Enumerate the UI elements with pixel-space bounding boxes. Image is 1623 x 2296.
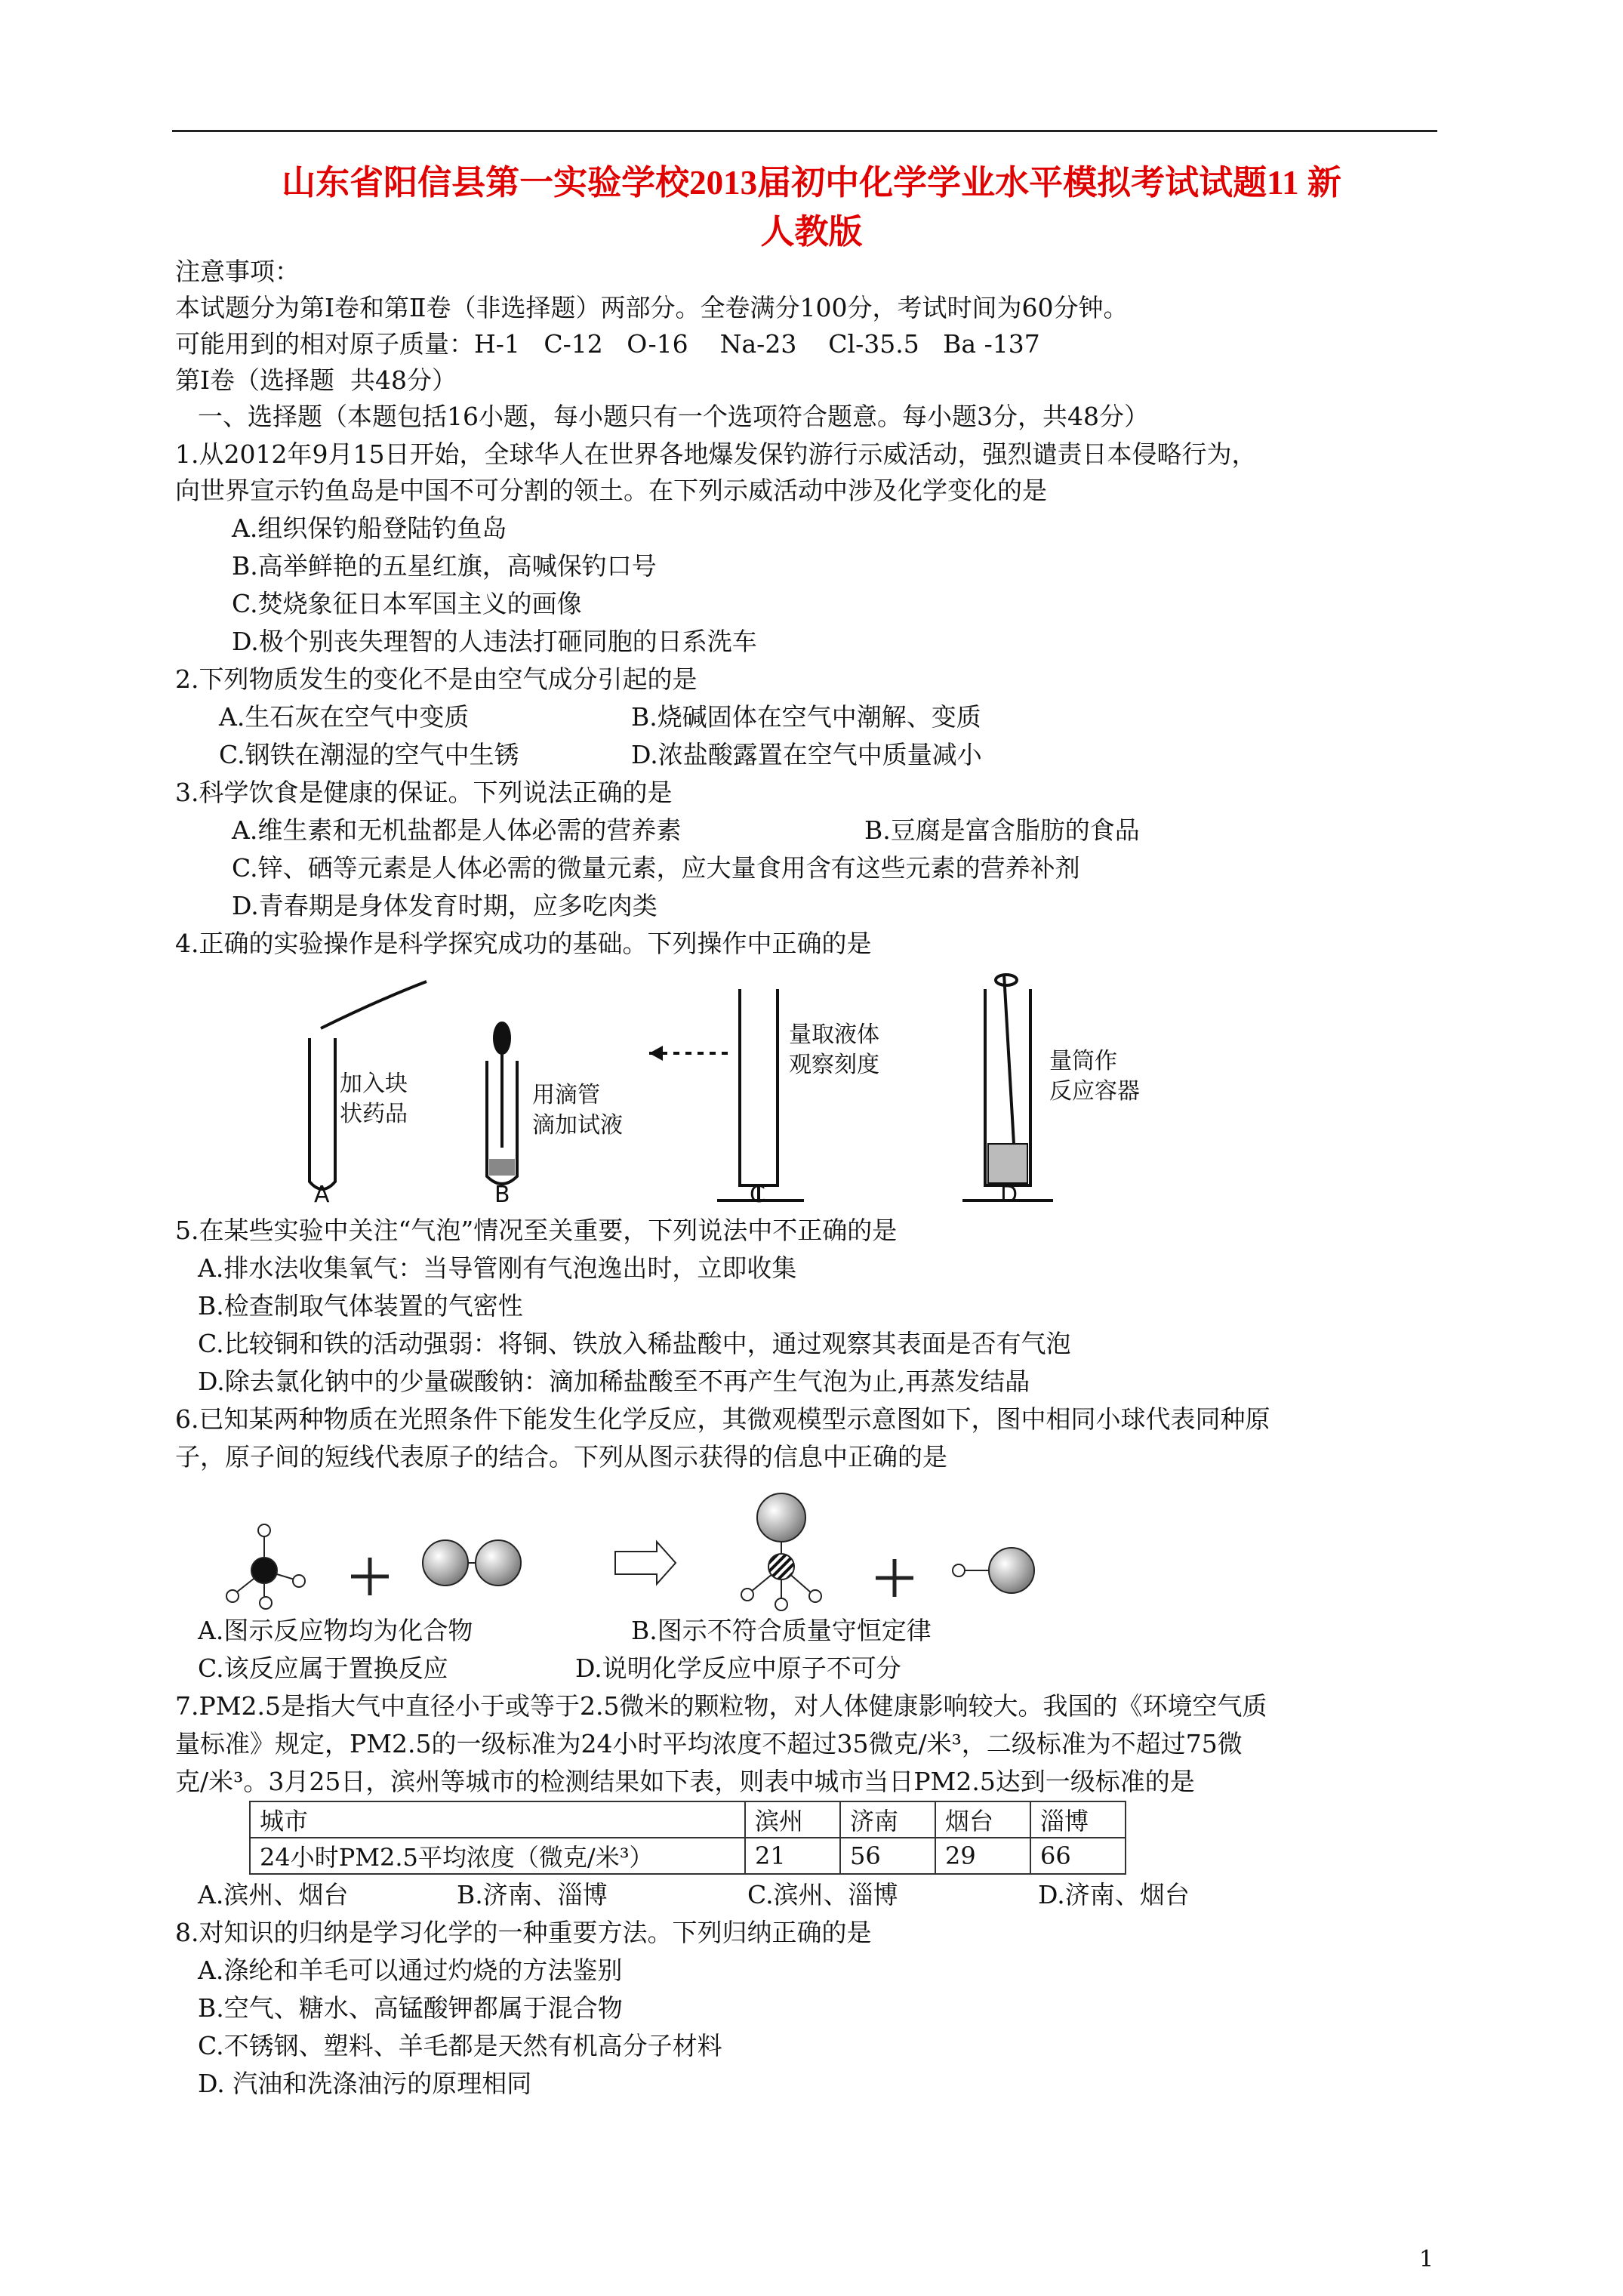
q5-option-d: D.除去氯化钠中的少量碳酸钠：滴加稀盐酸至不再产生气泡为止,再蒸发结晶 xyxy=(198,1367,1030,1396)
fig-c-label-2: 观察刻度 xyxy=(789,1052,879,1078)
q5-option-c: C.比较铜和铁的活动强弱：将铜、铁放入稀盐酸中，通过观察其表面是否有气泡 xyxy=(198,1329,1071,1358)
q1-option-c: C.焚烧象征日本军国主义的画像 xyxy=(232,589,582,618)
fig-a-label: 加入块 xyxy=(340,1071,408,1097)
q6-option-b: B.图示不符合质量守恒定律 xyxy=(631,1616,932,1645)
q7-stem-continued-2: 克/米³。3月25日，滨州等城市的检测结果如下表，则表中城市当日PM2.5达到一级标准的是 xyxy=(175,1767,1195,1796)
table-header-cell: 济南 xyxy=(840,1801,935,1838)
fig-b-label: 用滴管 xyxy=(532,1082,600,1108)
table-cell: 21 xyxy=(745,1838,840,1874)
q3-option-a: A.维生素和无机盐都是人体必需的营养素 xyxy=(232,815,682,845)
q5-option-b: B.检查制取气体装置的气密性 xyxy=(198,1291,523,1321)
notice-text-2: 可能用到的相对原子质量：H-1 C-12 O-16 Na-23 Cl-35.5 Ba -137 xyxy=(175,329,1040,359)
q8-option-c: C.不锈钢、塑料、羊毛都是天然有机高分子材料 xyxy=(198,2031,722,2060)
q2-stem: 2.下列物质发生的变化不是由空气成分引起的是 xyxy=(175,664,698,694)
table-header-row xyxy=(250,1801,1126,1838)
q3-option-b: B.豆腐是富含脂肪的食品 xyxy=(864,815,1140,845)
section-heading: 一、选择题（本题包括16小题，每小题只有一个选项符合题意。每小题3分，共48分） xyxy=(198,402,1149,431)
q6-option-d: D.说明化学反应中原子不可分 xyxy=(575,1653,901,1683)
pm25-table xyxy=(249,1801,1126,1875)
fig-c-label: 量取液体 xyxy=(789,1022,879,1048)
header-rule xyxy=(172,130,1437,132)
table-cell: 24小时PM2.5平均浓度（微克/米³） xyxy=(250,1838,745,1874)
q7-option-d: D.济南、烟台 xyxy=(1038,1880,1190,1909)
q6-stem: 6.已知某两种物质在光照条件下能发生化学反应，其微观模型示意图如下，图中相同小球代表同种原 xyxy=(175,1404,1270,1434)
page-title: 山东省阳信县第一实验学校2013届初中化学学业水平模拟考试试题11 新 xyxy=(282,164,1341,202)
q7-option-b: B.济南、淄博 xyxy=(457,1880,608,1909)
q7-stem: 7.PM2.5是指大气中直径小于或等于2.5微米的颗粒物，对人体健康影响较大。我国的《环境空气质 xyxy=(175,1691,1267,1721)
table-header-cell: 滨州 xyxy=(745,1801,840,1838)
table-cell: 66 xyxy=(1030,1838,1126,1874)
q3-option-c: C.锌、硒等元素是人体必需的微量元素，应大量食用含有这些元素的营养补剂 xyxy=(232,853,1080,883)
q7-stem-continued: 量标准》规定，PM2.5的一级标准为24小时平均浓度不超过35微克/米³，二级标准为不超过75微 xyxy=(175,1729,1243,1758)
q1-stem-continued: 向世界宣示钓鱼岛是中国不可分割的领土。在下列示威活动中涉及化学变化的是 xyxy=(175,476,1047,505)
q3-option-d: D.青春期是身体发育时期，应多吃肉类 xyxy=(232,891,658,920)
q5-stem: 5.在某些实验中关注“气泡”情况至关重要，下列说法中不正确的是 xyxy=(175,1216,898,1245)
table-header-cell: 城市 xyxy=(250,1801,745,1838)
q7-option-c: C.滨州、淄博 xyxy=(747,1880,898,1909)
q7-option-a: A.滨州、烟台 xyxy=(198,1880,349,1909)
q4-lab-operations-figure xyxy=(249,966,1140,1208)
q8-option-d: D. 汽油和洗涤油污的原理相同 xyxy=(198,2069,532,2098)
fig-b-label-2: 滴加试液 xyxy=(532,1112,623,1139)
fig-letter-a: A xyxy=(314,1182,330,1208)
page-number: 1 xyxy=(1419,2246,1434,2273)
q1-option-b: B.高举鲜艳的五星红旗，高喊保钓口号 xyxy=(232,551,657,581)
measuring-cylinder-icon xyxy=(740,989,778,1185)
notice-text-1: 本试题分为第Ⅰ卷和第Ⅱ卷（非选择题）两部分。全卷满分100分，考试时间为60分钟。 xyxy=(175,293,1129,322)
black-atom-icon xyxy=(251,1558,277,1583)
dropper-icon xyxy=(494,1023,510,1053)
q2-option-b: B.烧碱固体在空气中潮解、变质 xyxy=(631,702,981,732)
table-header-cell: 烟台 xyxy=(935,1801,1030,1838)
q6-reaction-model-figure xyxy=(219,1487,1087,1620)
table-cell: 56 xyxy=(840,1838,935,1874)
q8-option-b: B.空气、糖水、高锰酸钾都属于混合物 xyxy=(198,1993,623,2023)
q1-option-a: A.组织保钓船登陆钓鱼岛 xyxy=(232,513,507,543)
grey-atom-icon xyxy=(423,1540,468,1586)
table-cell: 29 xyxy=(935,1838,1030,1874)
q2-option-a: A.生石灰在空气中变质 xyxy=(219,702,470,732)
hatched-atom-icon xyxy=(768,1554,794,1579)
fig-d-label: 量筒作 xyxy=(1049,1048,1117,1074)
page-title-continued: 人教版 xyxy=(760,213,863,251)
table-header-cell: 淄博 xyxy=(1030,1801,1126,1838)
q2-option-d: D.浓盐酸露置在空气中质量减小 xyxy=(631,740,982,769)
q4-stem: 4.正确的实验操作是科学探究成功的基础。下列操作中正确的是 xyxy=(175,929,872,958)
q8-option-a: A.涤纶和羊毛可以通过灼烧的方法鉴别 xyxy=(198,1955,623,1985)
q5-option-a: A.排水法收集氧气：当导管刚有气泡逸出时，立即收集 xyxy=(198,1253,797,1283)
q1-stem: 1.从2012年9月15日开始，全球华人在世界各地爆发保钓游行示威活动，强烈谴责日本侵略行为， xyxy=(175,439,1257,469)
q3-stem: 3.科学饮食是健康的保证。下列说法正确的是 xyxy=(175,778,673,807)
spatula-icon xyxy=(321,982,427,1028)
q6-option-c: C.该反应属于置换反应 xyxy=(198,1653,448,1683)
notice-heading: 注意事项： xyxy=(175,257,300,286)
fig-d-label-2: 反应容器 xyxy=(1049,1078,1140,1105)
part-heading: 第Ⅰ卷（选择题 共48分） xyxy=(175,365,457,395)
q2-option-c: C.钢铁在潮湿的空气中生锈 xyxy=(219,740,519,769)
q1-option-d: D.极个别丧失理智的人违法打砸同胞的日系洗车 xyxy=(232,627,757,656)
fig-letter-b: B xyxy=(494,1182,510,1208)
table-row xyxy=(250,1838,1126,1874)
fig-letter-c: C xyxy=(750,1182,765,1208)
small-atom-icon xyxy=(258,1524,270,1536)
fig-a-label-2: 状药品 xyxy=(340,1101,408,1127)
q6-stem-continued: 子，原子间的短线代表原子的结合。下列从图示获得的信息中正确的是 xyxy=(175,1442,947,1472)
fig-letter-d: D xyxy=(1000,1182,1018,1208)
q8-stem: 8.对知识的归纳是学习化学的一种重要方法。下列归纳正确的是 xyxy=(175,1918,872,1947)
q6-option-a: A.图示反应物均为化合物 xyxy=(198,1616,473,1645)
test-tube-icon xyxy=(310,1038,335,1189)
